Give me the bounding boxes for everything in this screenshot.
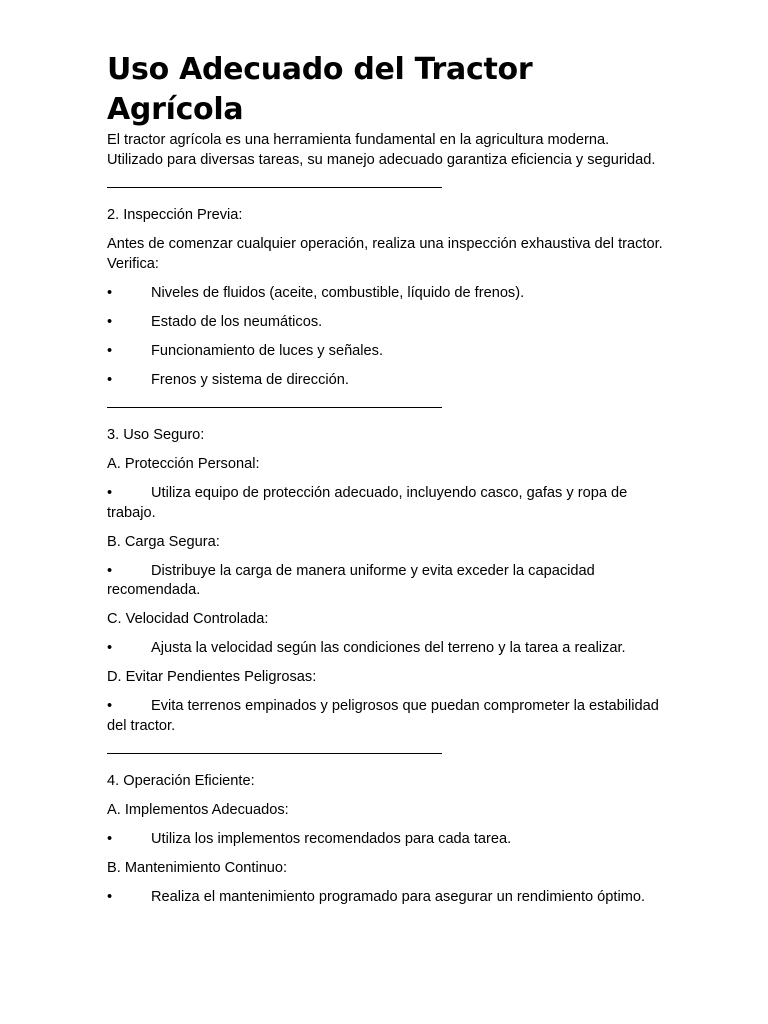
bullet-text: Utiliza los implementos recomendados para cada tarea.	[151, 831, 512, 847]
bullet-text: Distribuye la carga de manera uniforme y evita exceder la capacidad recomendada.	[107, 562, 595, 598]
section-4-heading: 4. Operación Eficiente:	[107, 773, 255, 789]
intro-paragraph: El tractor agrícola es una herramienta fundamental en la agricultura moderna. Utilizado para diversas tareas, su manejo adecuado garantiza eficiencia y seguridad.	[107, 132, 656, 168]
separator-line	[107, 407, 442, 408]
bullet-marker: •	[107, 831, 113, 847]
subsection-heading: B. Mantenimiento Continuo:	[107, 860, 288, 876]
bullet-marker: •	[107, 698, 113, 714]
bullet-text: Ajusta la velocidad según las condiciones del terreno y la tarea a realizar.	[151, 640, 626, 656]
bullet-marker: •	[107, 485, 113, 501]
section-2-heading: 2. Inspección Previa:	[107, 207, 243, 223]
bullet-item	[107, 371, 667, 391]
bullet-text: Frenos y sistema de dirección.	[151, 371, 349, 388]
subsection-heading: C. Velocidad Controlada:	[107, 611, 269, 627]
bullet-item	[107, 830, 667, 850]
subsection-heading: D. Evitar Pendientes Peligrosas:	[107, 669, 317, 685]
bullet-item	[107, 888, 667, 908]
bullet-item	[107, 639, 667, 659]
section-3-heading: 3. Uso Seguro:	[107, 427, 205, 443]
separator-line	[107, 753, 442, 754]
bullet-marker: •	[107, 284, 113, 301]
bullet-text: Funcionamiento de luces y señales.	[151, 342, 384, 359]
bullet-item	[107, 562, 667, 601]
bullet-marker: •	[107, 371, 113, 388]
bullet-item	[107, 697, 667, 736]
bullet-text: Realiza el mantenimiento programado para asegurar un rendimiento óptimo.	[151, 889, 646, 905]
bullet-text: Niveles de fluidos (aceite, combustible, líquido de frenos).	[151, 284, 525, 301]
subsection-heading: A. Implementos Adecuados:	[107, 802, 289, 818]
bullet-item	[107, 342, 667, 362]
bullet-marker: •	[107, 313, 113, 330]
section-2-text: Antes de comenzar cualquier operación, realiza una inspección exhaustiva del tractor. Verifica:	[107, 236, 663, 272]
bullet-item	[107, 484, 667, 523]
bullet-marker: •	[107, 889, 113, 905]
bullet-marker: •	[107, 342, 113, 359]
document-content	[107, 50, 667, 917]
subsection-heading: A. Protección Personal:	[107, 456, 260, 472]
document-title: Uso Adecuado del Tractor Agrícola	[107, 52, 533, 127]
bullet-text: Utiliza equipo de protección adecuado, incluyendo casco, gafas y ropa de trabajo.	[107, 485, 628, 521]
separator-line	[107, 187, 442, 188]
bullet-item	[107, 313, 667, 333]
bullet-item	[107, 284, 667, 304]
subsection-heading: B. Carga Segura:	[107, 533, 220, 550]
bullet-marker: •	[107, 562, 113, 579]
bullet-marker: •	[107, 640, 113, 656]
bullet-text: Estado de los neumáticos.	[151, 313, 323, 330]
bullet-text: Evita terrenos empinados y peligrosos que puedan comprometer la estabilidad del tractor.	[107, 698, 659, 734]
